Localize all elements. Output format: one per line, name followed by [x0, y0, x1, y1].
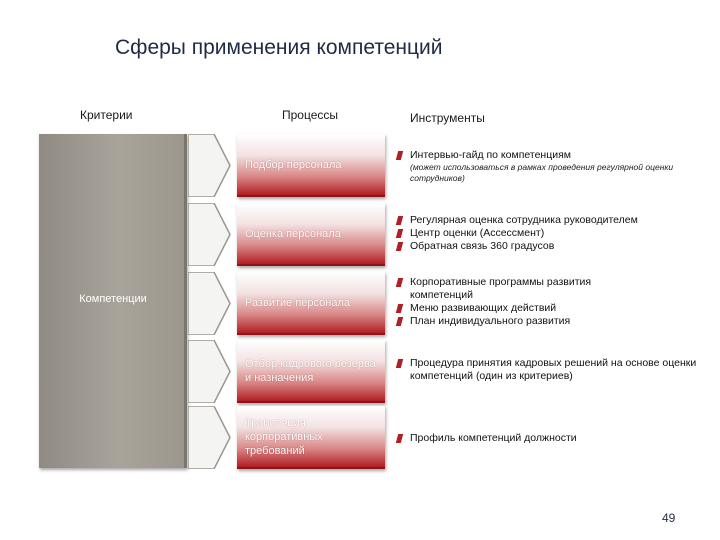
process-box-talent-pool: [237, 340, 385, 403]
competencies-label: Компетенции: [79, 293, 147, 305]
process-box-corporate-requirements: [237, 406, 385, 469]
tool-item: Обратная связь 360 градусов: [396, 240, 711, 253]
tool-item: Профиль компетенций должности: [396, 432, 711, 445]
tools-list-assessment: [396, 214, 711, 253]
processes-header: Процессы: [282, 108, 339, 122]
process-label: Оценка персонала: [245, 227, 341, 240]
process-label: Отбор кадрового резерва и назначения: [245, 357, 376, 384]
process-box-assessment: [237, 203, 385, 266]
bullet-icon: [396, 151, 403, 160]
row-arrow-connector: [188, 406, 231, 469]
tool-item: Центр оценки (Ассессмент): [396, 227, 711, 240]
bullet-icon: [396, 304, 403, 313]
bullet-icon: [396, 278, 403, 287]
tools-list-recruitment: [396, 149, 711, 184]
page-title: Сферы применения компетенций: [115, 36, 443, 59]
tools-list-corporate-requirements: [396, 432, 711, 445]
competencies-block: [39, 134, 187, 468]
bullet-icon: [396, 317, 403, 326]
tool-item: Корпоративные программы развития компетенций: [396, 276, 656, 302]
page-number: 49: [662, 511, 676, 525]
row-arrow-connector: [188, 203, 231, 266]
bullet-icon: [396, 359, 403, 368]
tool-item: План индивидуального развития: [396, 315, 656, 328]
process-label: Подбор персонала: [245, 158, 342, 171]
bullet-icon: [396, 216, 403, 225]
tools-header: Инструменты: [410, 111, 485, 125]
tool-item: Меню развивающих действий: [396, 302, 656, 315]
process-label: Трансляция корпоративных требований: [245, 416, 323, 457]
process-box-recruitment: [237, 134, 385, 197]
tool-item: Регулярная оценка сотрудника руководителем: [396, 214, 711, 227]
tool-item: Интервью-гайд по компетенциям: [396, 149, 711, 162]
bullet-icon: [396, 229, 403, 238]
process-label: Развитие персонала: [245, 296, 351, 309]
bullet-icon: [396, 242, 403, 251]
tools-list-development: [396, 276, 656, 328]
bullet-icon: [396, 434, 403, 443]
criteria-header: Критерии: [80, 108, 133, 122]
tool-item: Процедура принятия кадровых решений на основе оценки компетенций (один из критериев): [396, 357, 706, 383]
row-arrow-connector: [188, 272, 231, 335]
row-arrow-connector: [188, 340, 231, 403]
tools-list-talent-pool: [396, 357, 706, 383]
row-arrow-connector: [188, 134, 231, 197]
tool-note: (может использоваться в рамках проведения регулярной оценки сотрудников): [410, 162, 674, 183]
process-box-development: [237, 272, 385, 335]
